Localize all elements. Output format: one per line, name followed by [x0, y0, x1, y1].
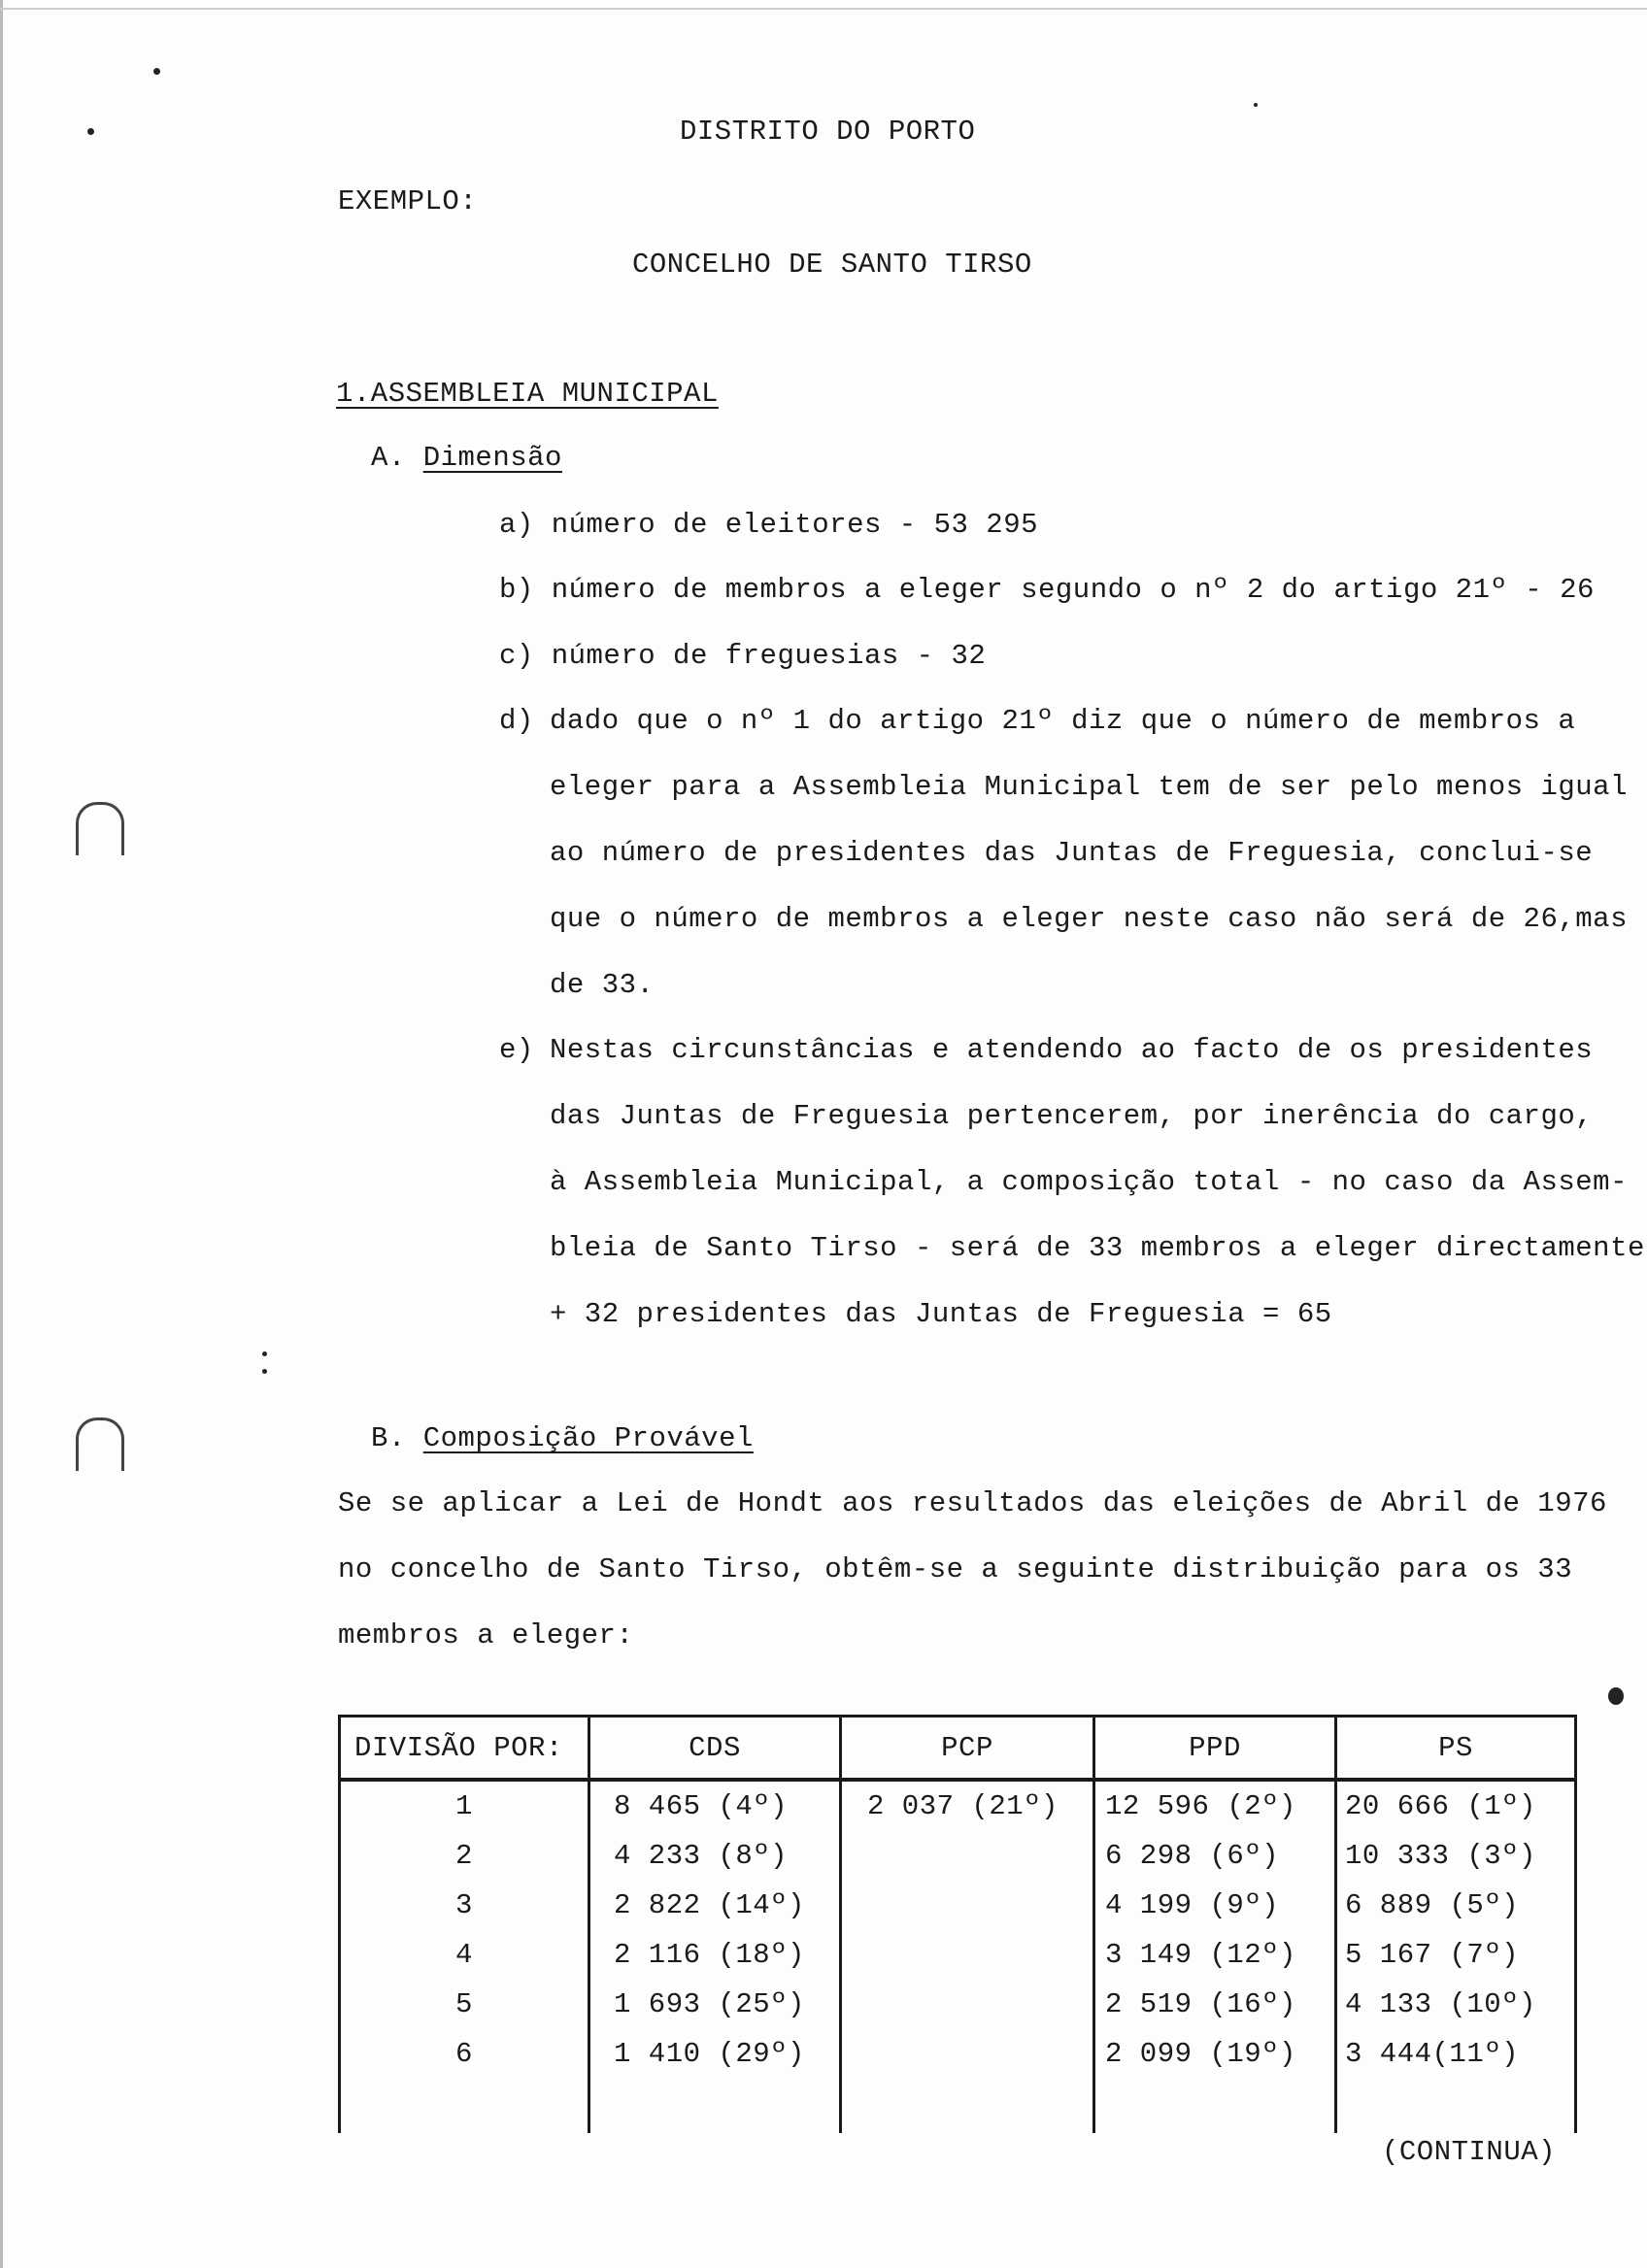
item-e-body	[550, 1017, 1645, 1348]
cell-cds: 2 116 (18º)	[589, 1930, 841, 1980]
item-d-line: dado que o nº 1 do artigo 21º diz que o número de membros a	[550, 705, 1576, 737]
cell-cds: 4 233 (8º)	[589, 1831, 841, 1881]
cell-divisor: 4	[340, 1930, 589, 1980]
hondt-results-table	[338, 1715, 1577, 2133]
cell-ps: 5 167 (7º)	[1336, 1930, 1576, 1980]
cell-cds: 2 822 (14º)	[589, 1881, 841, 1930]
cell-divisor: 2	[340, 1831, 589, 1881]
cell-pcp	[841, 2029, 1094, 2079]
item-b-label: b)	[499, 574, 534, 606]
subsection-a-prefix: A.	[371, 442, 406, 474]
table-row	[340, 1930, 1576, 1980]
cell-cds	[589, 2079, 841, 2133]
table-row	[340, 1980, 1576, 2029]
item-d-line: ao número de presidentes das Juntas de Freguesia, conclui-se	[550, 837, 1594, 869]
header-cds: CDS	[589, 1717, 841, 1781]
header-division: DIVISÃO POR:	[340, 1717, 589, 1781]
cell-ppd: 2 099 (19º)	[1094, 2029, 1336, 2079]
cell-divisor: 5	[340, 1980, 589, 2029]
scan-top-edge	[0, 8, 1647, 10]
table-row	[340, 1881, 1576, 1930]
intro-line: Se se aplicar a Lei de Hondt aos resultados das eleições de Abril de 1976	[338, 1487, 1607, 1519]
cell-pcp	[841, 1831, 1094, 1881]
scan-speck	[262, 1369, 267, 1374]
subsection-b-title: Composição Provável	[422, 1422, 754, 1454]
cell-ppd: 3 149 (12º)	[1094, 1930, 1336, 1980]
cell-ppd: 6 298 (6º)	[1094, 1831, 1336, 1881]
cell-divisor: 1	[340, 1780, 589, 1831]
cell-divisor	[340, 2079, 589, 2133]
item-b	[499, 574, 1595, 607]
scan-speck	[1254, 103, 1258, 107]
cell-ppd: 4 199 (9º)	[1094, 1881, 1336, 1930]
table-header-row	[340, 1717, 1576, 1781]
cell-ps	[1336, 2079, 1576, 2133]
intro-line: membros a eleger:	[338, 1619, 634, 1651]
item-a-text: número de eleitores - 53 295	[551, 509, 1038, 541]
table-row	[340, 2029, 1576, 2079]
intro-paragraph	[338, 1471, 1607, 1669]
scan-speck	[262, 1351, 267, 1356]
item-b-text: número de membros a eleger segundo o nº 2 do artigo 21º - 26	[551, 574, 1595, 606]
cell-pcp: 2 037 (21º)	[841, 1780, 1094, 1831]
example-label: EXEMPLO:	[338, 185, 478, 217]
item-d-line: de 33.	[550, 969, 655, 1001]
item-c	[499, 640, 986, 673]
item-e-line: à Assembleia Municipal, a composição total - no caso da Assem-	[550, 1166, 1628, 1198]
cell-ppd: 12 596 (2º)	[1094, 1780, 1336, 1831]
district-title: DISTRITO DO PORTO	[680, 116, 976, 148]
item-c-text: número de freguesias - 32	[551, 640, 987, 672]
header-ppd: PPD	[1094, 1717, 1336, 1781]
item-d-label: d)	[499, 705, 534, 737]
subsection-a-title: Dimensão	[422, 442, 562, 474]
scan-speck	[153, 68, 160, 75]
cell-ppd	[1094, 2079, 1336, 2133]
scan-left-edge	[0, 0, 3, 2268]
cell-pcp	[841, 1930, 1094, 1980]
punch-hole	[76, 802, 124, 855]
cell-cds: 1 693 (25º)	[589, 1980, 841, 2029]
item-e-line: Nestas circunstâncias e atendendo ao facto de os presidentes	[550, 1034, 1594, 1066]
header-ps: PS	[1336, 1717, 1576, 1781]
cell-divisor: 3	[340, 1881, 589, 1930]
item-a-label: a)	[499, 509, 534, 541]
table-row	[340, 2079, 1576, 2133]
cell-cds: 1 410 (29º)	[589, 2029, 841, 2079]
item-d-line: eleger para a Assembleia Municipal tem de ser pelo menos igual	[550, 771, 1628, 803]
cell-ps: 10 333 (3º)	[1336, 1831, 1576, 1881]
item-c-label: c)	[499, 640, 534, 672]
item-e-line: das Juntas de Freguesia pertencerem, por inerência do cargo,	[550, 1100, 1594, 1132]
cell-ps: 20 666 (1º)	[1336, 1780, 1576, 1831]
item-e-line: + 32 presidentes das Juntas de Freguesia = 65	[550, 1298, 1332, 1330]
cell-cds: 8 465 (4º)	[589, 1780, 841, 1831]
scan-speck	[87, 128, 94, 135]
table-row	[340, 1831, 1576, 1881]
subsection-a	[371, 442, 562, 475]
subsection-b	[371, 1422, 754, 1455]
scan-speck	[1608, 1687, 1624, 1705]
cell-ppd: 2 519 (16º)	[1094, 1980, 1336, 2029]
subsection-b-prefix: B.	[371, 1422, 406, 1454]
header-pcp: PCP	[841, 1717, 1094, 1781]
cell-pcp	[841, 2079, 1094, 2133]
municipality-title: CONCELHO DE SANTO TIRSO	[632, 249, 1032, 281]
cell-pcp	[841, 1881, 1094, 1930]
item-e-label: e)	[499, 1034, 534, 1066]
item-d-line: que o número de membros a eleger neste caso não será de 26,mas	[550, 903, 1628, 935]
cell-ps: 4 133 (10º)	[1336, 1980, 1576, 2029]
continues-note: (CONTINUA)	[1382, 2136, 1557, 2168]
section-title: 1.ASSEMBLEIA MUNICIPAL	[336, 378, 719, 410]
table-row	[340, 1780, 1576, 1831]
cell-divisor: 6	[340, 2029, 589, 2079]
cell-pcp	[841, 1980, 1094, 2029]
cell-ps: 3 444(11º)	[1336, 2029, 1576, 2079]
cell-ps: 6 889 (5º)	[1336, 1881, 1576, 1930]
item-e-line: bleia de Santo Tirso - será de 33 membros a eleger directamente	[550, 1232, 1645, 1264]
item-d-body	[550, 688, 1628, 1018]
item-a	[499, 509, 1038, 542]
punch-hole	[76, 1418, 124, 1471]
intro-line: no concelho de Santo Tirso, obtêm-se a seguinte distribuição para os 33	[338, 1553, 1573, 1585]
